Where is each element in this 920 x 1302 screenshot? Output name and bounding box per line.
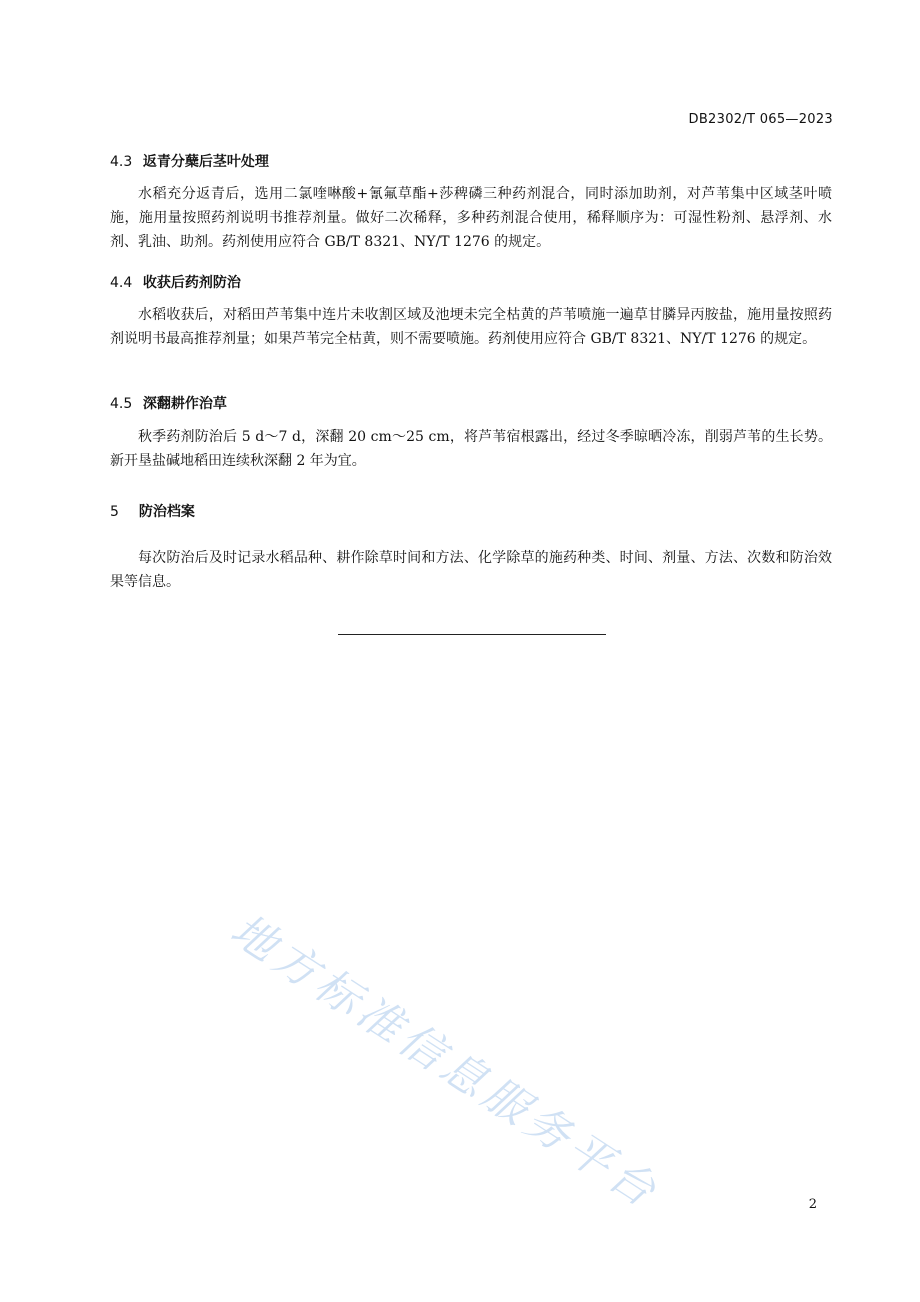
end-of-document-rule bbox=[338, 634, 606, 635]
section-body-5: 每次防治后及时记录水稻品种、耕作除草时间和方法、化学除草的施药种类、时间、剂量、方法、次数和防治效果等信息。 bbox=[110, 550, 832, 590]
page-number: 2 bbox=[808, 1197, 817, 1212]
section-number: 4.5 bbox=[110, 396, 133, 412]
section-number: 5 bbox=[110, 504, 119, 520]
section-title: 防治档案 bbox=[138, 504, 195, 520]
section-heading-4-4 bbox=[110, 272, 241, 292]
section-body-4-4: 水稻收获后，对稻田芦苇集中连片未收割区域及池埂未完全枯黄的芦苇喷施一遍草甘膦异丙胺盐，施用量按照药剂说明书最高推荐剂量；如果芦苇完全枯黄，则不需要喷施。药剂使用应符合 GB/T 8321、NY/T 1276 的规定。 bbox=[110, 307, 832, 347]
section-heading-4-3 bbox=[110, 151, 269, 171]
document-code: DB2302/T 065—2023 bbox=[688, 112, 833, 127]
section-body-4-3: 水稻充分返青后，选用二氯喹啉酸+氰氟草酯+莎稗磷三种药剂混合，同时添加助剂，对芦苇集中区域茎叶喷施，施用量按照药剂说明书推荐剂量。做好二次稀释，多种药剂混合使用，稀释顺序为：可湿性粉剂、悬浮剂、水剂、乳油、助剂。药剂使用应符合 GB/T 8321、NY/T 1276 的规定。 bbox=[110, 186, 832, 250]
section-title: 收获后药剂防治 bbox=[142, 275, 241, 291]
section-title: 返青分蘖后茎叶处理 bbox=[142, 154, 269, 170]
section-body-4-5: 秋季药剂防治后 5 d～7 d，深翻 20 cm～25 cm，将芦苇宿根露出，经过冬季晾晒冷冻，削弱芦苇的生长势。新开垦盐碱地稻田连续秋深翻 2 年为宜。 bbox=[110, 429, 832, 469]
section-number: 4.3 bbox=[110, 154, 133, 170]
section-number: 4.4 bbox=[110, 275, 133, 291]
section-title: 深翻耕作治草 bbox=[142, 396, 227, 412]
section-heading-5 bbox=[110, 501, 195, 521]
watermark: 地方标准信息服务平台 bbox=[221, 904, 669, 1220]
section-heading-4-5 bbox=[110, 393, 227, 413]
